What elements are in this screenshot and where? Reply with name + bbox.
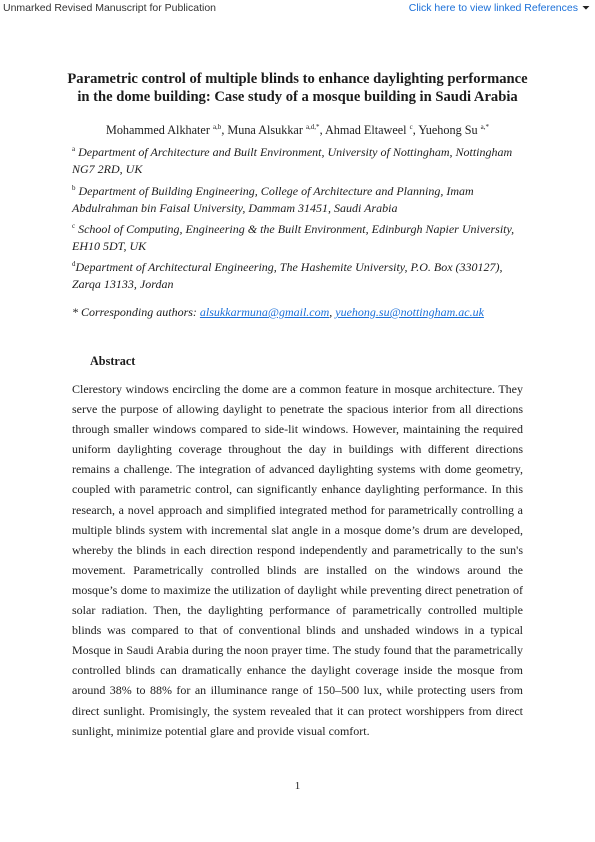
- affiliation-a: [72, 141, 532, 178]
- affiliation-d: [72, 256, 532, 293]
- affiliation-text: Department of Architectural Engineering, The Hashemite University, P.O. Box (330127),: [75, 260, 503, 274]
- author-separator: ,: [221, 123, 228, 137]
- download-icon[interactable]: ⏷: [582, 3, 590, 14]
- title-line-2: in the dome building: Case study of a mosque building in Saudi Arabia: [77, 89, 518, 105]
- corresponding-authors: [72, 305, 484, 320]
- author-affiliation-mark: a,d,*: [305, 123, 320, 131]
- author-affiliation-mark: a,*: [480, 123, 490, 131]
- affiliation-text: Department of Architecture and Built Environment, University of Nottingham, Nottingham: [78, 145, 513, 159]
- manuscript-status-label: Unmarked Revised Manuscript for Publication: [3, 2, 217, 14]
- email-link-su[interactable]: yuehong.su@nottingham.ac.uk: [335, 305, 484, 319]
- affiliation-text: Department of Building Engineering, College of Architecture and Planning, Imam: [78, 184, 474, 198]
- affiliation-mark: c: [72, 222, 76, 230]
- abstract-heading: Abstract: [90, 354, 136, 368]
- title-line-1: Parametric control of multiple blinds to enhance daylighting performance: [67, 71, 528, 87]
- author-name: Muna Alsukkar: [227, 123, 303, 137]
- author-affiliation-mark: a,b: [212, 123, 222, 131]
- author-name: Ahmad Eltaweel: [324, 123, 407, 137]
- author-separator: ,: [412, 123, 419, 137]
- affiliation-text: Zarqa 13133, Jordan: [72, 277, 174, 291]
- paper-title: [40, 70, 555, 106]
- linked-references-link[interactable]: [409, 2, 590, 14]
- affiliation-text: School of Computing, Engineering & the Built Environment, Edinburgh Napier University,: [78, 222, 515, 236]
- author-name: Yuehong Su: [418, 123, 478, 137]
- affiliation-mark: d: [72, 260, 76, 268]
- page-number: 1: [294, 780, 301, 792]
- email-separator: ,: [329, 305, 336, 319]
- linked-references-label: Click here to view linked References: [408, 2, 578, 14]
- author-list: [40, 123, 555, 138]
- affiliation-c: [72, 218, 532, 255]
- affiliation-b: [72, 180, 532, 217]
- abstract-text: Clerestory windows encircling the dome are a common feature in mosque architecture. They serve the purpose of allowing daylight to penetrate the spacious interior from all directions through smaller windows compared to side-lit windows. However, maintaining the required uniform daylighting coverage throughout the day in buildings with different directions remains a challenge. The integration of advanced daylighting systems with dome geometry, coupled with parametric control, can significantly enhance daylighting performance. In this research, a novel approach and simplified integrated method for parametrically controlling a multiple blinds system with incremental slat angle in a mosque dome’s drum are developed, whereby the blinds in each direction respond independently and parametrically to the sun's movement. Parametrically controlled blinds are installed on the windows around the mosque’s dome to maximize the utilization of daylight while preventing direct penetration of solar radiation. Then, the daylighting performance of parametrically controlled multiple blinds was compared to that of conventional blinds and unshaded windows in a typical Mosque in Saudi Arabia during the noon prayer time. The study found that the parametrically controlled blinds can dramatically enhance the daylight coverage inside the mosque from around 38% to 88% for an illuminance range of 150–500 lux, while protecting users from direct sunlight. Promisingly, the system revealed that it can protect worshippers from direct sunlight, minimize potential glare and provide visual comfort.: [72, 382, 523, 738]
- affiliation-text: NG7 2RD, UK: [72, 162, 143, 176]
- affiliation-text: EH10 5DT, UK: [72, 239, 147, 253]
- affiliation-mark: b: [72, 184, 76, 192]
- corresponding-label: * Corresponding authors:: [72, 305, 200, 319]
- email-link-alsukkar[interactable]: alsukkarmuna@gmail.com: [199, 305, 330, 319]
- affiliation-mark: a: [72, 145, 76, 153]
- affiliation-text: Abdulrahman bin Faisal University, Dammam 31451, Saudi Arabia: [72, 201, 398, 215]
- author-affiliation-mark: c: [409, 123, 413, 131]
- author-separator: ,: [319, 123, 325, 137]
- author-name: Mohammed Alkhater: [105, 123, 210, 137]
